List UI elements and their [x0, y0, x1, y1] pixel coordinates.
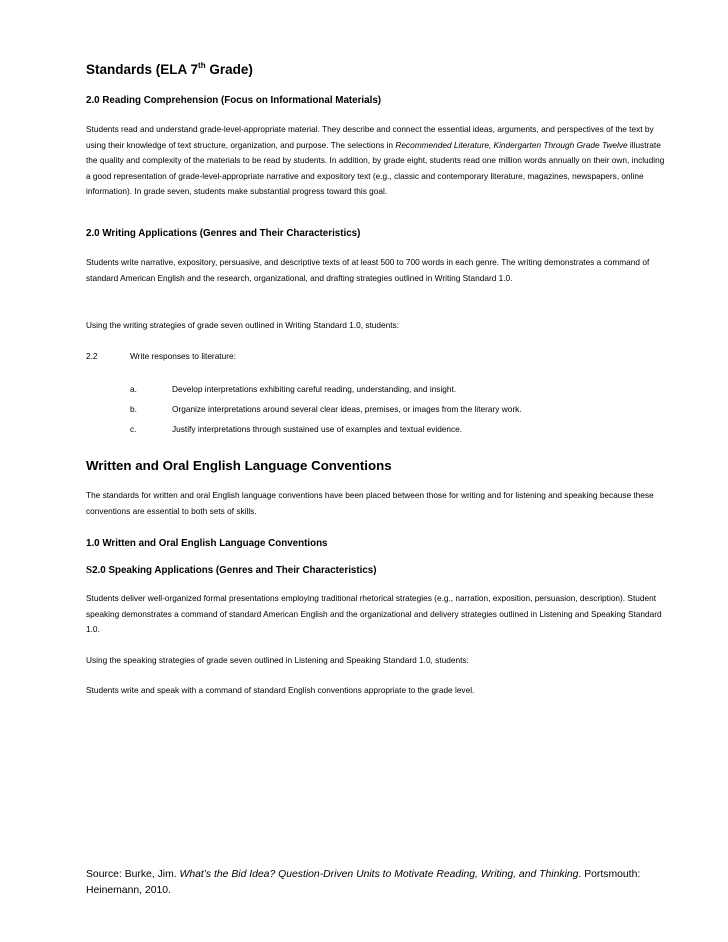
writing-paragraph: Students write narrative, expository, persuasive, and descriptive texts of at least 500 to 700 words in each genre. The writing demonstrates a command of standard American English and the research, organizational, and drafting strategies outlined in Writing Standard 1.0.: [86, 257, 650, 283]
speaking-heading: [86, 564, 377, 576]
title-suffix: Grade): [205, 62, 253, 77]
speaking-heading-text: 2.0 Speaking Applications (Genres and Their Characteristics): [92, 565, 377, 576]
speaking-heading-lead: S: [86, 564, 93, 576]
sub-item-letter-a: a.: [130, 384, 137, 394]
title-prefix: Standards (ELA 7: [86, 62, 199, 77]
sub-item-text-c: Justify interpretations through sustained use of examples and textual evidence.: [172, 424, 463, 434]
sub-item-text-a: Develop interpretations exhibiting careful reading, understanding, and insight.: [172, 384, 457, 394]
item-number: 2.2: [86, 351, 98, 361]
conventions-section-heading: Written and Oral English Language Conventions: [86, 458, 392, 473]
conventions-paragraph: The standards for written and oral English language conventions have been placed between those for writing and for listening and speaking because these conventions are essential to both sets of skills.: [86, 490, 654, 516]
reading-heading: 2.0 Reading Comprehension (Focus on Informational Materials): [86, 95, 382, 106]
speaking-paragraph: Students deliver well-organized formal presentations employing traditional rhetorical strategies (e.g., narration, exposition, persuasion, description). Student speaking demonstrates a command of standard American English and the organizational and delivery strategies outlined in Listening and Speaking Standard 1.0.: [86, 593, 662, 634]
sub-item-letter-c: c.: [130, 424, 137, 434]
conventions-subheading: 1.0 Written and Oral English Language Conventions: [86, 538, 328, 549]
reading-text-part-1: Students read and understand grade-level-appropriate material. They describe and connect the essential ideas, arguments, and perspectives of the text by using their knowledge of text structure, organization, and purpose. The selections in: [86, 124, 654, 150]
source-citation: [86, 867, 646, 899]
reading-book-title: Recommended Literature, Kindergarten Through Grade Twelve: [395, 139, 628, 150]
sub-item-letter-b: b.: [130, 404, 137, 414]
reading-paragraph: [86, 122, 666, 200]
sub-item-text-b: Organize interpretations around several clear ideas, premises, or images from the literary work.: [172, 404, 522, 414]
conventions-statement: Students write and speak with a command of standard English conventions appropriate to the grade level.: [86, 685, 475, 695]
source-suffix: . Portsmouth: Heinemann, 2010.: [86, 869, 641, 896]
item-text: Write responses to literature:: [130, 351, 236, 361]
page-title: [86, 61, 253, 77]
writing-strategies-line: Using the writing strategies of grade seven outlined in Writing Standard 1.0, students:: [86, 320, 400, 330]
title-superscript: th: [198, 61, 206, 70]
speaking-strategies-line: Using the speaking strategies of grade seven outlined in Listening and Speaking Standard 1.0, students:: [86, 655, 469, 665]
source-book-title: What’s the Bid Idea? Question-Driven Units to Motivate Reading, Writing, and Thinking: [179, 869, 579, 880]
reading-text-part-2: illustrate the quality and complexity of the materials to be read by students. In addition, by grade eight, students read one million words annually on their own, including a good representation of grade-level-appropriate narrative and expository text (e.g., classic and contemporary literature, magazines, newspapers, online information). In grade seven, students make substantial progress toward this goal.: [86, 139, 665, 196]
writing-heading: 2.0 Writing Applications (Genres and Their Characteristics): [86, 228, 361, 239]
source-prefix: Source: Burke, Jim.: [86, 869, 180, 880]
